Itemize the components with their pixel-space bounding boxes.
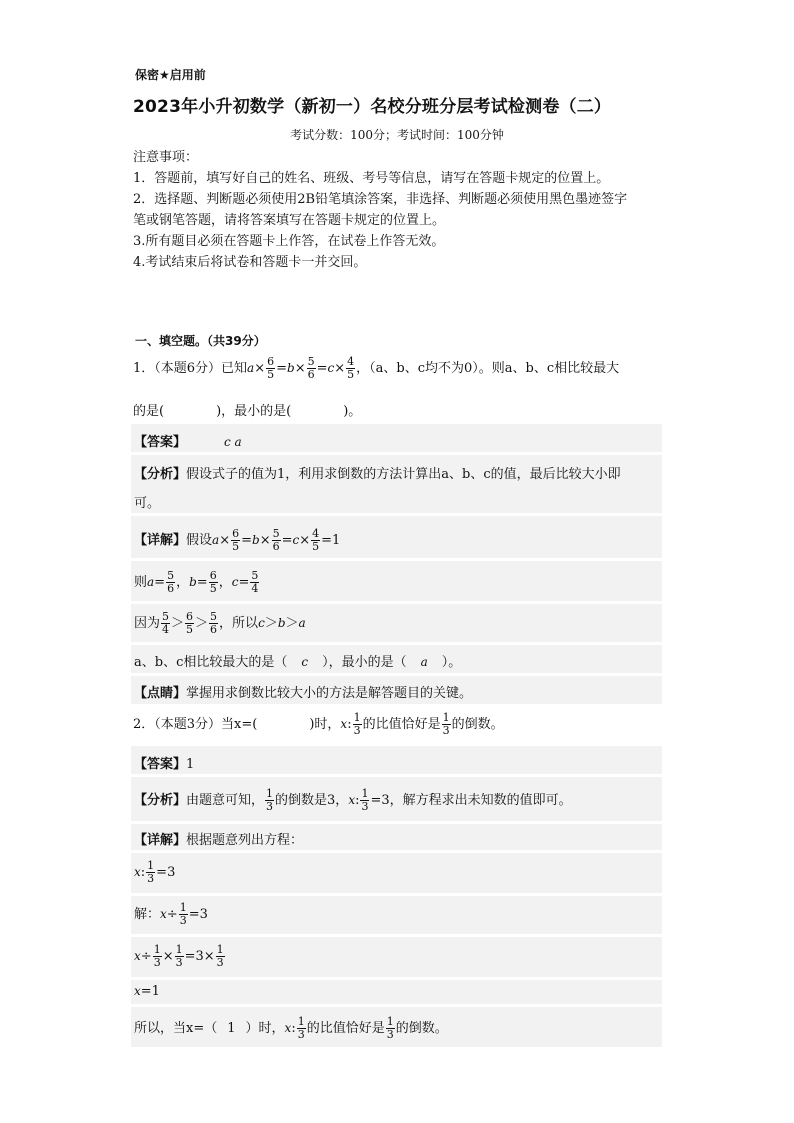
q1-conclusion: a、b、c相比较最大的是（ c ），最小的是（ a ）。 bbox=[134, 655, 462, 670]
fraction: $\frac{1}{3}$ bbox=[266, 787, 274, 813]
section-title: 一、填空题。（共39分） bbox=[135, 334, 266, 348]
answer-label: 【答案】 bbox=[134, 435, 187, 450]
analysis-text: 由题意可知， bbox=[186, 793, 265, 808]
fraction: $\frac{1}{3}$ bbox=[175, 943, 183, 969]
q2-mid: 的比值恰好是 bbox=[362, 717, 441, 732]
exam-notes bbox=[133, 147, 673, 273]
q2-answer bbox=[134, 753, 194, 772]
q2-final: 所以，当x=（ 1 ）时，x: $\frac{1}{3}$ 的比值恰好是 $\frac{1}{3}$ 的倒数。 bbox=[134, 1015, 448, 1041]
fraction: $\frac{1}{3}$ bbox=[442, 711, 450, 737]
fraction: $\frac{6}{5}$ bbox=[267, 355, 275, 381]
analysis-label: 【分析】 bbox=[134, 467, 187, 482]
fraction: $\frac{5}{6}$ bbox=[210, 610, 218, 636]
detail-label: 【详解】 bbox=[134, 833, 187, 848]
analysis-text: 的倒数是3， bbox=[275, 793, 349, 808]
q2-prefix: 2．（本题3分）当x=( )时， bbox=[133, 717, 341, 732]
notes-heading: 注意事项： bbox=[133, 150, 199, 165]
then-text: 则 bbox=[134, 575, 148, 590]
point-text: 掌握用求倒数比较大小的方法是解答题目的关键。 bbox=[186, 686, 473, 701]
final-value: 1 bbox=[227, 1021, 236, 1036]
fraction: $\frac{6}{5}$ bbox=[186, 610, 194, 636]
q2-analysis: 【分析】由题意可知， $\frac{1}{3}$ 的倒数是3，x: $\frac{1}{3}$ =3，解方程求出未知数的值即可。 bbox=[134, 787, 572, 813]
point-label: 【点睛】 bbox=[134, 686, 187, 701]
answer-value: c a bbox=[224, 435, 242, 449]
fraction: $\frac{1}{3}$ bbox=[153, 943, 161, 969]
analysis-text: =3，解方程求出未知数的值即可。 bbox=[370, 793, 572, 808]
q2-equation-4: x=1 bbox=[134, 984, 160, 999]
final-text: 的比值恰好是 bbox=[306, 1021, 385, 1036]
q2-suffix: 的倒数。 bbox=[451, 717, 504, 732]
final-text: ）时， bbox=[245, 1021, 285, 1036]
q1-answer bbox=[134, 431, 242, 450]
q1-values: 则a= $\frac{5}{6}$ ，b= $\frac{6}{5}$ ，c= $\frac{5}{4}$ bbox=[134, 569, 259, 595]
fraction: $\frac{6}{5}$ bbox=[209, 569, 217, 595]
q1-prefix: 1．（本题6分）已知 bbox=[133, 361, 248, 376]
q1-analysis bbox=[134, 463, 621, 482]
final-text: 所以，当x=（ bbox=[134, 1021, 218, 1036]
because-text: 因为 bbox=[134, 616, 161, 631]
q2-detail bbox=[134, 829, 303, 848]
answer-value: 1 bbox=[186, 757, 195, 772]
detail-band bbox=[131, 980, 662, 1004]
q1-detail: 【详解】假设a× $\frac{6}{5}$ =b× $\frac{5}{6}$ =c× $\frac{4}{5}$ =1 bbox=[134, 527, 341, 553]
detail-band bbox=[131, 896, 662, 934]
confidential-label: 保密★启用前 bbox=[135, 68, 206, 82]
analysis-text: 假设式子的值为1，利用求倒数的方法计算出a、b、c的值，最后比较大小即 bbox=[186, 467, 621, 482]
question-1: 1．（本题6分）已知a× $\frac{6}{5}$ =b× $\frac{5}{6}$ =c× $\frac{4}{5}$ ，（a、b、c均不为0）。则a、b、c相比较最大 bbox=[133, 355, 620, 381]
exam-info: 考试分数：100分；考试时间：100分钟 bbox=[290, 128, 504, 142]
solve-text: 解： bbox=[134, 907, 161, 922]
fraction: $\frac{5}{6}$ bbox=[272, 527, 280, 553]
detail-text: 假设 bbox=[186, 533, 213, 548]
fraction: $\frac{4}{5}$ bbox=[347, 355, 355, 381]
notes-item: 1．答题前，填写好自己的姓名、班级、考号等信息，请写在答题卡规定的位置上。 bbox=[133, 171, 610, 186]
q2-equation-3: x÷ $\frac{1}{3}$ × $\frac{1}{3}$ =3× $\frac{1}{3}$ bbox=[134, 943, 224, 969]
fraction: $\frac{1}{3}$ bbox=[147, 859, 155, 885]
fraction: $\frac{1}{3}$ bbox=[297, 1015, 305, 1041]
notes-item: 2．选择题、判断题必须使用2B铅笔填涂答案，非选择、判断题必须使用黑色墨迹签字 bbox=[133, 192, 628, 207]
equation-value: =3 bbox=[188, 907, 208, 922]
analysis-label: 【分析】 bbox=[134, 793, 187, 808]
answer-band bbox=[131, 746, 662, 774]
equation-value: =1 bbox=[140, 984, 160, 999]
fraction: $\frac{1}{3}$ bbox=[216, 943, 224, 969]
detail-text: 根据题意列出方程： bbox=[186, 833, 304, 848]
fraction: $\frac{1}{3}$ bbox=[386, 1015, 394, 1041]
conclusion-text: ），最小的是（ bbox=[322, 655, 407, 670]
q1-condition: ，（a、b、c均不为0）。则a、b、c相比较最大 bbox=[356, 361, 620, 376]
so-text: ，所以 bbox=[219, 616, 259, 631]
fraction: $\frac{5}{4}$ bbox=[162, 610, 170, 636]
q2-equation-1: x: $\frac{1}{3}$ =3 bbox=[134, 859, 176, 885]
fraction: $\frac{4}{5}$ bbox=[312, 527, 320, 553]
conclusion-text: a、b、c相比较最大的是（ bbox=[134, 655, 288, 670]
fraction: $\frac{5}{6}$ bbox=[307, 355, 315, 381]
fraction: $\frac{6}{5}$ bbox=[232, 527, 240, 553]
question-2: 2．（本题3分）当x=( )时，x: $\frac{1}{3}$ 的比值恰好是 $\frac{1}{3}$ 的倒数。 bbox=[133, 711, 504, 737]
equation-value: =3 bbox=[156, 865, 176, 880]
exam-title: 2023年小升初数学（新初一）名校分班分层考试检测卷（二） bbox=[133, 97, 612, 117]
final-text: 的倒数。 bbox=[395, 1021, 448, 1036]
fraction: $\frac{1}{3}$ bbox=[353, 711, 361, 737]
fraction: $\frac{1}{3}$ bbox=[179, 901, 187, 927]
question-1-line2: 的是( )，最小的是( )。 bbox=[133, 404, 362, 419]
fraction: $\frac{5}{6}$ bbox=[167, 569, 175, 595]
equation-value: =1 bbox=[321, 533, 341, 548]
q1-point bbox=[134, 682, 472, 701]
q1-compare: 因为 $\frac{5}{4}$ ＞ $\frac{6}{5}$ ＞ $\frac{5}{6}$ ，所以c＞b＞a bbox=[134, 610, 306, 636]
fraction: $\frac{5}{4}$ bbox=[251, 569, 259, 595]
q1-analysis-cont: 可。 bbox=[134, 496, 161, 511]
q2-equation-2: 解：x÷ $\frac{1}{3}$ =3 bbox=[134, 901, 208, 927]
notes-item: 笔或钢笔答题，请将答案填写在答题卡规定的位置上。 bbox=[133, 213, 446, 228]
detail-band bbox=[131, 853, 662, 893]
notes-item: 3.所有题目必须在答题卡上作答，在试卷上作答无效。 bbox=[133, 234, 445, 249]
fraction: $\frac{1}{3}$ bbox=[361, 787, 369, 813]
notes-item: 4.考试结束后将试卷和答题卡一并交回。 bbox=[133, 255, 367, 270]
answer-label: 【答案】 bbox=[134, 757, 187, 772]
detail-label: 【详解】 bbox=[134, 533, 187, 548]
conclusion-text: ）。 bbox=[441, 655, 462, 670]
